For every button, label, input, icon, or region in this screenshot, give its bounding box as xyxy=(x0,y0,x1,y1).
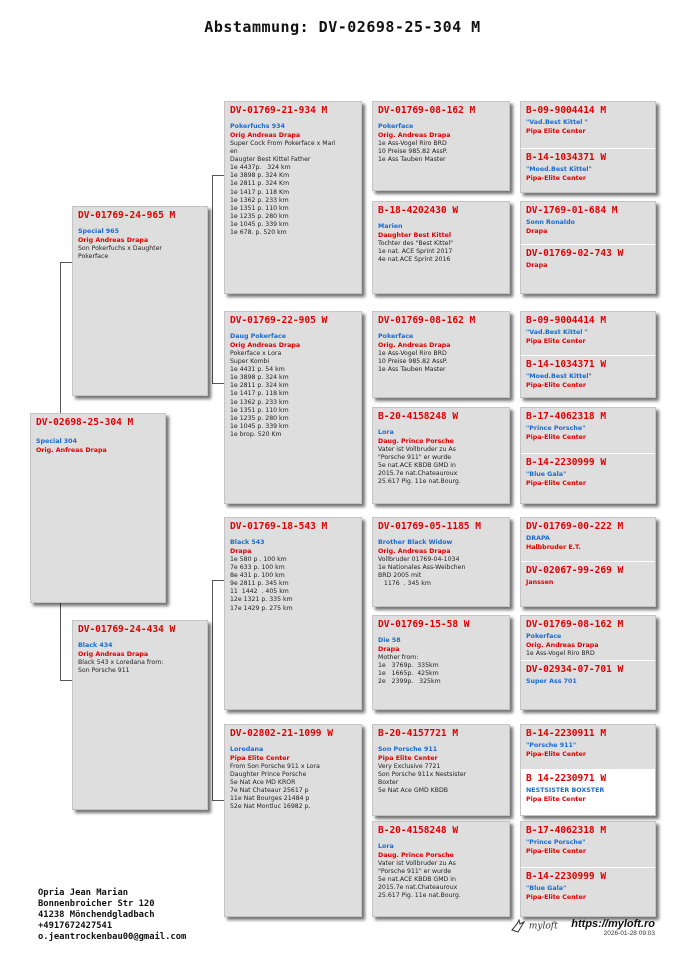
pigeon-name: Sonn Ronaldo xyxy=(526,219,575,226)
ring-number: DV-01769-02-743 W xyxy=(526,248,624,259)
description: Black 543 x Loredana from: Son Porsche 911 xyxy=(78,659,164,675)
pigeon-name: Pokerfuchs 934 xyxy=(230,123,285,130)
grandparent-card[interactable] xyxy=(224,101,362,294)
ring-number: DV-01769-21-934 M xyxy=(230,105,328,116)
great-grandparent-card[interactable] xyxy=(372,517,510,607)
owner-email[interactable]: o.jeantrockenbau00@gmail.com xyxy=(38,932,187,942)
connector xyxy=(212,175,213,383)
ring-number: DV-02934-07-701 W xyxy=(526,664,624,675)
breeder: Orig. Andreas Drapa xyxy=(378,341,451,349)
great-grandparent-card[interactable] xyxy=(372,615,510,710)
connector xyxy=(212,580,213,800)
pigeon-name: Black 543 xyxy=(230,539,265,546)
great-grandparent-card[interactable] xyxy=(372,201,510,294)
ring-number: DV-02067-99-269 W xyxy=(526,565,624,576)
ring-number: B-09-9004414 M xyxy=(526,105,607,116)
pigeon-name: "Prince Porsche" xyxy=(526,839,586,846)
description: Pokerface x Lora Super Kombi 1e 4431 p. 54 km 1e 3898 p. 324 km 1e 2811 p. 324 km 1e 1417 p. 118 km 1e 1362 p. 233 km 1e 1351 p. 110 km 1e 1235 p. 280 km 1e 1045 p. 339 km 1e brop. 520 Km xyxy=(230,350,289,438)
grandparent-card[interactable] xyxy=(224,517,362,710)
ring-number: B 14-2230971 W xyxy=(526,773,607,784)
pigeon-name: Daug Pokerface xyxy=(230,333,286,340)
ring-number: B-14-2230911 M xyxy=(526,728,607,739)
breeder: Drapa xyxy=(526,262,548,269)
description: Super Cock From Pokerface x Mari en Daugter Best Kittel Father 1e 4437p. 324 km 1e 3898 p. 324 Km 1e 2811 p. 324 Km 1e 1417 p. 118 Km 1e 1362 p. 233 km 1e 1351 p. 110 km 1e 1235 p. 280 km 1e 1045 p. 339 km 1e 678. p. 520 km xyxy=(230,140,336,237)
breeder: Pipa Elite Center xyxy=(378,754,438,762)
ancestor-pair-card[interactable] xyxy=(520,201,656,294)
ring-number: DV-01769-24-965 M xyxy=(78,210,176,221)
pigeon-name: "Moed.Best Kittel" xyxy=(526,373,592,380)
ancestor-pair-card[interactable] xyxy=(520,101,656,193)
breeder: Pipa-Elite Center xyxy=(526,847,586,855)
ring-number: DV-01769-18-543 M xyxy=(230,521,328,532)
ancestor-pair-card[interactable] xyxy=(520,724,656,816)
pigeon-name: "Porsche 911" xyxy=(526,742,577,749)
owner-name: Opria Jean Marian xyxy=(38,888,129,898)
ring-number: B-14-1034371 W xyxy=(526,359,607,370)
breeder: Drapa xyxy=(378,645,400,653)
father-card[interactable] xyxy=(72,206,208,396)
pigeon-name: Brother Black Widow xyxy=(378,539,453,546)
pigeon-name: Pokerface xyxy=(378,123,414,130)
description: 1e 580 p . 100 km 7e 633 p. 100 km 8e 431 p. 100 km 9e 2811 p. 345 km 11 1442 . 405 km 12e 1321 p. 335 km 17e 1429 p. 275 km xyxy=(230,556,293,612)
site-link[interactable]: https://myloft.ro xyxy=(571,918,655,930)
ancestor-pair-card[interactable] xyxy=(520,615,656,710)
breeder: Orig. Andreas Drapa xyxy=(526,641,599,649)
breeder: Orig Andreas Drapa xyxy=(78,236,149,244)
pigeon-name: Special 304 xyxy=(36,438,77,445)
description: From Son Porsche 911 x Lora Daughter Prince Porsche 5e Nat Ace MD KROR 7e Nat Chateaur 25617 p 11e Nat Bourges 21484 p 52e Nat Montluc 16982 p. xyxy=(230,763,320,811)
grandparent-card[interactable] xyxy=(224,724,362,917)
breeder: Pipa-Elite Center xyxy=(526,893,586,901)
breeder: Daughter Best Kittel xyxy=(378,231,452,239)
pigeon-name: Super Ass 701 xyxy=(526,678,577,685)
ring-number: B-14-1034371 W xyxy=(526,152,607,163)
ring-number: B-20-4158248 W xyxy=(378,825,459,836)
great-grandparent-card[interactable] xyxy=(372,821,510,917)
pigeon-name: Black 434 xyxy=(78,642,113,649)
footer xyxy=(571,918,655,937)
breeder: Orig. Andreas Drapa xyxy=(378,131,451,139)
ring-number: DV-01769-22-905 W xyxy=(230,315,328,326)
ring-number: DV-1769-01-684 M xyxy=(526,205,618,216)
ring-number: DV-01769-05-1185 M xyxy=(378,521,481,532)
mother-card[interactable] xyxy=(72,620,208,810)
ring-number: B-09-9004414 M xyxy=(526,315,607,326)
breeder: Halbbruder E.T. xyxy=(526,543,581,551)
breeder: Pipa Elite Center xyxy=(526,337,586,345)
connector xyxy=(212,383,224,384)
breeder: Drapa xyxy=(230,547,252,555)
ring-number: B-14-2230999 W xyxy=(526,871,607,882)
breeder: Drapa xyxy=(526,227,548,235)
breeder: Pipa Elite Center xyxy=(526,795,586,803)
ring-number: DV-01769-15-58 W xyxy=(378,619,470,630)
owner-phone: +4917672427541 xyxy=(38,921,113,931)
breeder: Pipa-Elite Center xyxy=(526,433,586,441)
ring-number: DV-01769-24-434 W xyxy=(78,624,176,635)
breeder: Daug. Prince Porsche xyxy=(378,437,454,445)
pigeon-name: "Prince Porsche" xyxy=(526,425,586,432)
pigeon-name: Pokerface xyxy=(526,633,562,640)
breeder: Pipa-Elite Center xyxy=(526,174,586,182)
connector xyxy=(212,175,224,176)
connector xyxy=(212,580,224,581)
description: Vater ist Vollbruder zu As "Porsche 911" er wurde 5e nat.ACE KBDB GMD in 2015.7e nat.Chateauroux 25.617 Pig. 11e nat.Bourg. xyxy=(378,860,461,900)
great-grandparent-card[interactable] xyxy=(372,101,510,191)
breeder: Orig Andreas Drapa xyxy=(230,341,301,349)
great-grandparent-card[interactable] xyxy=(372,311,510,398)
pigeon-name: "Moed.Best Kittel" xyxy=(526,166,592,173)
pigeon-name: Son Porsche 911 xyxy=(378,746,438,753)
breeder: Orig Andreas Drapa xyxy=(230,131,301,139)
breeder: Pipa-Elite Center xyxy=(526,381,586,389)
great-grandparent-card[interactable] xyxy=(372,407,510,504)
description: Vater ist Vollbruder zu As "Porsche 911" er wurde 5e nat.ACE KBDB GMD in 2015.7e nat.Chateauroux 25.617 Pig. 11e nat.Bourg. xyxy=(378,446,461,486)
ring-number: B-14-2230999 W xyxy=(526,457,607,468)
ancestor-pair-card[interactable] xyxy=(520,407,656,504)
page-title: Abstammung: DV-02698-25-304 M xyxy=(204,18,481,36)
description: Tochter des "Best Kittel" 1e nat. ACE Sprint 2017 4e nat.ACE Sprint 2016 xyxy=(378,240,454,264)
description: Vollbruder 01769-04-1034 1e Nationales Ass-Weibchen BRD 2005 mit 1176 . 345 km xyxy=(378,556,466,588)
ring-number: DV-01769-00-222 M xyxy=(526,521,624,532)
description: 1e Ass-Vogel Riro BRD 10 Preise 985.82 AssP. 1e Ass Tauben Master xyxy=(378,350,448,374)
description: 1e Ass-Vogel Riro BRD xyxy=(526,650,595,657)
breeder: Pipa-Elite Center xyxy=(526,750,586,758)
pigeon-name: "Vad.Best Kittel " xyxy=(526,329,588,336)
breeder: Daug. Prince Porsche xyxy=(378,851,454,859)
pigeon-icon xyxy=(510,918,526,934)
connector xyxy=(60,680,72,681)
breeder: Pipa Elite Center xyxy=(230,754,290,762)
breeder: Orig. Andreas Drapa xyxy=(378,547,451,555)
ancestor-pair-card[interactable] xyxy=(520,311,656,398)
ancestor-pair-card[interactable] xyxy=(520,821,656,917)
pigeon-name: "Vad.Best Kittel " xyxy=(526,119,588,126)
pigeon-name: NESTSISTER BOXSTER xyxy=(526,787,605,794)
ring-number: DV-02698-25-304 M xyxy=(36,417,134,428)
ring-number: DV-01769-08-162 M xyxy=(378,105,476,116)
great-grandparent-card[interactable] xyxy=(372,724,510,816)
logo-text: myloft xyxy=(528,921,558,932)
description: Very Exclusive 7721 Son Porsche 911x Nestsister Boxter 5e Nat Ace GMD KBDB xyxy=(378,763,467,795)
pigeon-name: Lora xyxy=(378,429,394,436)
pigeon-name: Marien xyxy=(378,223,403,230)
pigeon-name: Loredana xyxy=(230,746,264,753)
description: 1e Ass-Vogel Riro BRD 10 Preise 985.82 AssP. 1e Ass Tauben Master xyxy=(378,140,448,164)
breeder: Orig. Anfreas Drapa xyxy=(36,446,107,454)
ring-number: DV-01769-08-162 M xyxy=(526,619,624,630)
description: Mother from: 1e 3769p. 335km 1e 1665p. 425km 2e 2399p. 325km xyxy=(378,654,441,686)
grandparent-card[interactable] xyxy=(224,311,362,504)
ring-number: DV-01769-08-162 M xyxy=(378,315,476,326)
subject-card[interactable] xyxy=(30,413,166,603)
breeder: Orig Andreas Drapa xyxy=(78,650,149,658)
myloft-logo xyxy=(510,918,558,934)
pigeon-name: "Blue Gala" xyxy=(526,471,567,478)
connector xyxy=(60,262,72,263)
ring-number: B-20-4157721 M xyxy=(378,728,459,739)
ancestor-pair-card[interactable] xyxy=(520,517,656,607)
connector xyxy=(212,800,224,801)
ring-number: B-17-4062318 M xyxy=(526,411,607,422)
breeder: Janssen xyxy=(526,579,554,586)
pigeon-name: Die 58 xyxy=(378,637,401,644)
pigeon-name: Lora xyxy=(378,843,394,850)
ring-number: DV-02802-21-1099 W xyxy=(230,728,333,739)
ring-number: B-17-4062318 M xyxy=(526,825,607,836)
pigeon-name: DRAPA xyxy=(526,535,550,542)
ring-number: B-20-4158248 W xyxy=(378,411,459,422)
pigeon-name: "Blue Gala" xyxy=(526,885,567,892)
print-date: 2026-01-28 09:03 xyxy=(603,930,655,937)
pigeon-name: Pokerface xyxy=(378,333,414,340)
description: Son Pokerfuchs x Daughter Pokerface xyxy=(78,245,162,261)
breeder: Pipa Elite Center xyxy=(526,127,586,135)
breeder: Pipa-Elite Center xyxy=(526,479,586,487)
owner-city: 41238 Mönchendgladbach xyxy=(38,910,155,920)
ring-number: B-18-4202430 W xyxy=(378,205,459,216)
pigeon-name: Special 965 xyxy=(78,228,119,235)
owner-info xyxy=(38,888,186,943)
owner-street: Bonnenbroicher Str 120 xyxy=(38,899,155,909)
